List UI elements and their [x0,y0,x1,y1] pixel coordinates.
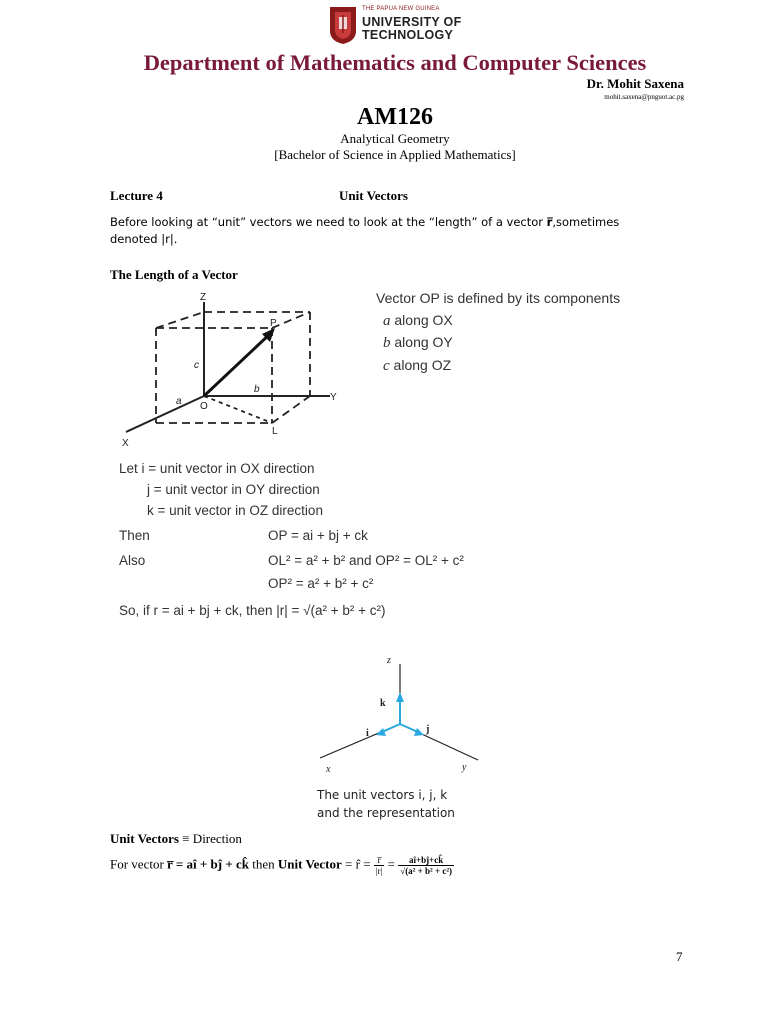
unit-vectors-direction: ≡ Direction [178,831,242,846]
component-c [376,355,620,378]
unit-vector-label: Unit Vector [277,856,342,872]
then-text: then [248,856,278,872]
components-intro-text: Vector OP is defined by its components [376,290,621,306]
components-block [376,288,620,377]
page-number: 7 [676,949,683,964]
intro-vector: r̅ [546,215,553,229]
components-intro [376,288,620,310]
author-email: mohit.saxena@pnguot.ac.pg [604,93,684,101]
unit-label-j: j [426,724,430,735]
component-b-text: along OY [390,334,453,350]
unit-label-k: k [380,698,386,709]
intro-text-3: denoted |r|. [110,232,178,246]
component-c-symbol: c [383,357,390,374]
then-label: Then [119,528,150,543]
logo-line-1: UNIVERSITY OF [362,15,462,29]
unit-vectors-diagram [316,650,496,778]
axis-label-x: X [122,438,129,449]
intro-paragraph [110,214,670,248]
intro-text-2: ,sometimes [552,215,620,229]
section-heading: The Length of a Vector [110,267,238,282]
axis-label-x-2: x [326,764,331,775]
caption-line-1: The unit vectors i, j, k [317,788,448,802]
also-label: Also [119,553,146,568]
lecture-number: Lecture 4 [110,188,163,203]
course-name: Analytical Geometry [340,131,450,146]
unit-vectors-heading [110,831,242,847]
axis-label-z: Z [200,292,207,303]
component-c-text: along OZ [389,356,452,373]
unit-vector-formula [110,855,454,876]
definition-i-text: i = unit vector in OX direction [141,461,315,476]
course-code: AM126 [357,104,433,130]
axis-label-y-2: y [462,762,467,773]
unit-vector-definitions [119,458,323,521]
component-a [376,310,620,333]
vector-equation: r̅ = aî + bĵ + ck̂ [167,856,249,872]
course-subtitle [0,131,768,162]
logo-subtitle: THE PAPUA NEW GUINEA [362,6,440,12]
fraction-1-numerator: r̅ [374,855,385,866]
fraction-1-denominator: |r| [375,866,383,876]
lecture-title: Unit Vectors [339,188,408,203]
length-formula: So, if r = ai + bj + ck, then |r| = √(a² + b² + c²) [119,603,386,618]
component-b [376,332,620,355]
fraction-2-denominator: √(a² + b² + c²) [400,866,453,876]
author-name: Dr. Mohit Saxena [586,76,684,91]
then-equation: OP = ai + bj + ck [268,528,368,543]
definition-k: k = unit vector in OZ direction [147,503,323,518]
fraction-components [398,855,454,876]
unit-vectors-label: Unit Vectors [110,831,179,846]
rhat-equals: = r̂ = [341,856,374,872]
component-b-symbol: b [383,335,391,351]
for-vector-text: For vector [110,856,168,872]
component-a-text: along OX [390,311,453,328]
fraction-r-over-length [374,855,385,876]
axis-label-y: Y [330,392,337,403]
figure-caption [317,786,455,822]
let-word: Let [119,461,138,476]
university-logo [326,5,360,45]
definition-i [119,458,323,479]
intro-text-1: Before looking at “unit” vectors we need to look at the “length” of a vector [110,215,547,229]
logo-title [362,16,462,42]
equals-sign: = [387,856,399,872]
component-a-symbol: a [383,312,391,329]
caption-line-2: and the representation [317,806,455,820]
edge-label-b: b [254,384,260,395]
point-label-p: P [270,318,277,329]
department-title: Department of Mathematics and Computer Sciences [143,50,647,75]
also-equation: OL² = a² + b² and OP² = OL² + c² [268,553,464,568]
edge-label-c: c [194,360,199,371]
origin-label: O [200,401,208,412]
definition-j: j = unit vector in OY direction [147,482,320,497]
vector-box-diagram [112,288,352,450]
axis-label-z-2: z [387,655,391,666]
course-program: [Bachelor of Science in Applied Mathematics] [274,146,516,162]
logo-line-2: TECHNOLOGY [362,28,454,42]
unit-label-i: i [366,728,369,739]
fraction-2-numerator: aî+bĵ+ck̂ [398,855,454,866]
op-equation: OP² = a² + b² + c² [268,576,374,591]
edge-label-a: a [176,396,182,407]
point-label-l: L [272,426,278,437]
